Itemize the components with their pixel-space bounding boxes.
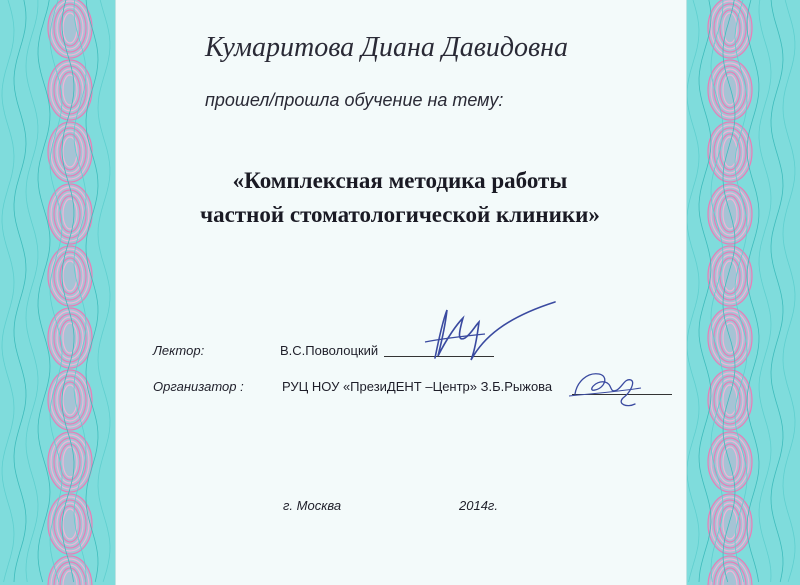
guilloche-border-left (0, 0, 115, 585)
completed-text: прошел/прошла обучение на тему: (205, 90, 504, 110)
city: г. Москва (283, 498, 342, 513)
recipient-name: Кумаритова Диана Давидовна (205, 32, 569, 63)
guilloche-border-right (685, 0, 800, 585)
certificate-paper (115, 0, 687, 585)
lecturer-signature (405, 298, 565, 364)
organizer-label: Организатор : (153, 379, 244, 394)
lecturer-label: Лектор: (153, 343, 205, 358)
year: 2014г. (459, 498, 498, 513)
lecturer-name: В.С.Поволоцкий (280, 343, 379, 358)
organizer-value: РУЦ НОУ «ПрезиДЕНТ –Центр» З.Б.Рыжова (282, 379, 553, 394)
course-topic-line-2: частной стоматологической клиники» (200, 202, 600, 227)
organizer-signature (565, 364, 645, 412)
course-topic-line-1: «Комплексная методика работы (232, 168, 568, 193)
